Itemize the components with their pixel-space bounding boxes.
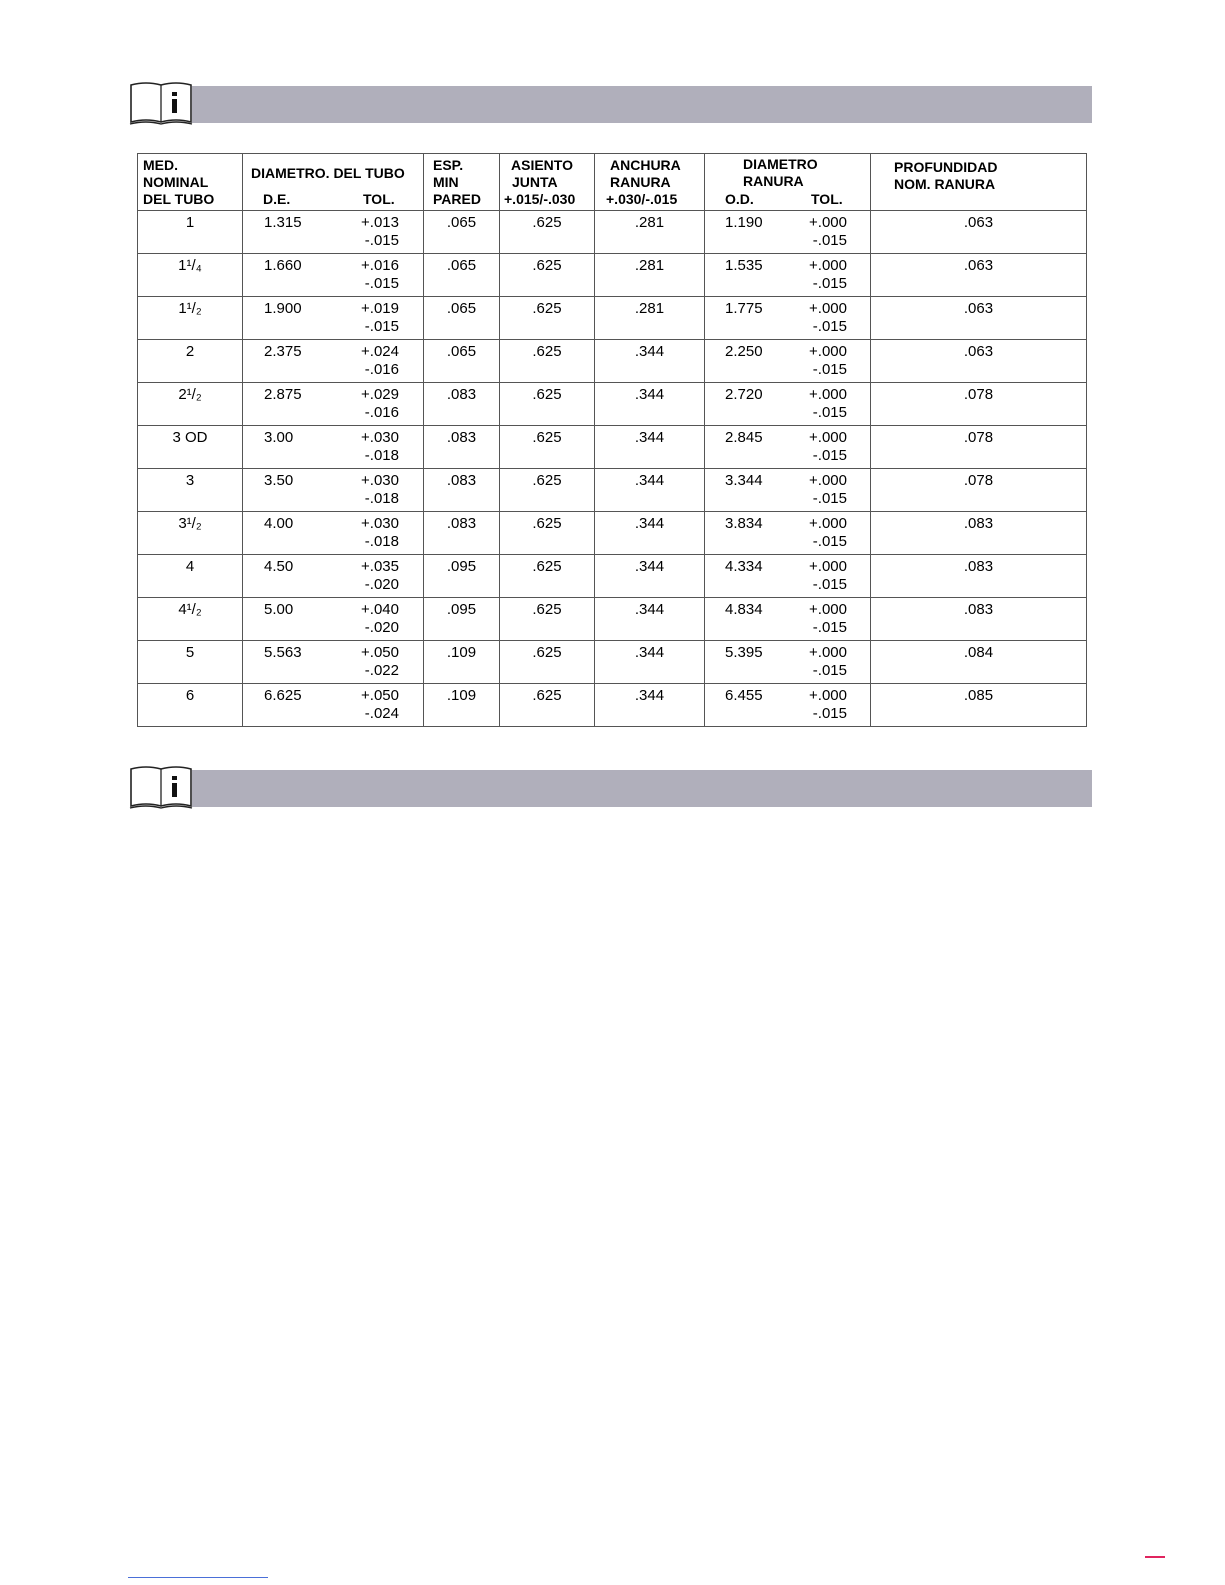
cell-asiento: .625	[500, 469, 595, 512]
cell-med: 4¹/₂	[138, 598, 243, 641]
cell-med: 1	[138, 211, 243, 254]
cell-tol2-plus: +.000	[809, 257, 847, 274]
cell-od: 1.190	[725, 214, 763, 231]
cell-med: 1¹/₂	[138, 297, 243, 340]
cell-de: 1.315	[264, 214, 302, 231]
cell-tol2-minus: -.015	[812, 404, 847, 421]
cell-med: 2	[138, 340, 243, 383]
cell-profundidad: .078	[871, 426, 1087, 469]
cell-od: 4.334	[725, 558, 763, 575]
cell-med: 2¹/₂	[138, 383, 243, 426]
header-med: MED. NOMINAL DEL TUBO	[138, 154, 243, 211]
table-row	[138, 512, 1087, 555]
info-book-icon	[128, 762, 194, 810]
cell-tol2-minus: -.015	[812, 490, 847, 507]
cell-anchura: .344	[595, 555, 705, 598]
cell-diametro-ranura	[705, 254, 871, 297]
cell-od: 1.535	[725, 257, 763, 274]
footer-link-line	[128, 1577, 268, 1578]
header-profundidad: PROFUNDIDAD NOM. RANURA	[871, 154, 1087, 211]
cell-diametro-tubo	[243, 598, 424, 641]
cell-esp: .095	[424, 555, 500, 598]
info-header-bar-2	[128, 762, 1092, 810]
cell-diametro-tubo	[243, 684, 424, 727]
cell-profundidad: .078	[871, 469, 1087, 512]
cell-diametro-ranura	[705, 555, 871, 598]
table-row	[138, 555, 1087, 598]
cell-med: 5	[138, 641, 243, 684]
info-band	[192, 770, 1092, 807]
cell-med: 3	[138, 469, 243, 512]
header-anchura: ANCHURA RANURA +.030/-.015	[595, 154, 705, 211]
cell-anchura: .344	[595, 641, 705, 684]
cell-anchura: .344	[595, 469, 705, 512]
cell-asiento: .625	[500, 426, 595, 469]
table-body	[138, 211, 1087, 727]
cell-de: 4.50	[264, 558, 294, 575]
cell-profundidad: .078	[871, 383, 1087, 426]
cell-asiento: .625	[500, 555, 595, 598]
table-row	[138, 641, 1087, 684]
cell-tol2-plus: +.000	[809, 386, 847, 403]
cell-tol-plus: +.013	[361, 214, 399, 231]
cell-tol-minus: -.015	[364, 232, 399, 249]
cell-tol2-plus: +.000	[809, 214, 847, 231]
cell-tol2-plus: +.000	[809, 601, 847, 618]
table-row	[138, 469, 1087, 512]
cell-tol2-minus: -.015	[812, 576, 847, 593]
cell-diametro-tubo	[243, 340, 424, 383]
cell-asiento: .625	[500, 254, 595, 297]
cell-tol2-plus: +.000	[809, 558, 847, 575]
cell-asiento: .625	[500, 211, 595, 254]
cell-profundidad: .085	[871, 684, 1087, 727]
table-row	[138, 598, 1087, 641]
table-row	[138, 426, 1087, 469]
cell-tol-minus: -.015	[364, 318, 399, 335]
header-diametro-ranura: DIAMETRO RANURA O.D. TOL.	[705, 154, 871, 211]
cell-de: 4.00	[264, 515, 294, 532]
cell-de: 1.900	[264, 300, 302, 317]
cell-tol-plus: +.030	[361, 515, 399, 532]
cell-profundidad: .083	[871, 555, 1087, 598]
cell-esp: .083	[424, 383, 500, 426]
cell-asiento: .625	[500, 297, 595, 340]
cell-anchura: .344	[595, 598, 705, 641]
cell-esp: .083	[424, 426, 500, 469]
cell-tol2-plus: +.000	[809, 300, 847, 317]
cell-asiento: .625	[500, 340, 595, 383]
pipe-groove-spec-table	[137, 153, 1087, 727]
header-esp: ESP. MIN PARED	[424, 154, 500, 211]
cell-diametro-ranura	[705, 297, 871, 340]
cell-diametro-tubo	[243, 469, 424, 512]
cell-tol-minus: -.016	[364, 404, 399, 421]
cell-esp: .065	[424, 340, 500, 383]
cell-diametro-ranura	[705, 684, 871, 727]
header-asiento: ASIENTO JUNTA +.015/-.030	[500, 154, 595, 211]
cell-anchura: .344	[595, 383, 705, 426]
cell-asiento: .625	[500, 512, 595, 555]
cell-de: 1.660	[264, 257, 302, 274]
info-header-bar-1	[128, 78, 1092, 126]
cell-od: 5.395	[725, 644, 763, 661]
cell-esp: .065	[424, 254, 500, 297]
cell-asiento: .625	[500, 641, 595, 684]
cell-diametro-ranura	[705, 211, 871, 254]
cell-tol-minus: -.018	[364, 490, 399, 507]
cell-od: 2.250	[725, 343, 763, 360]
cell-tol-plus: +.030	[361, 429, 399, 446]
cell-tol2-minus: -.015	[812, 533, 847, 550]
cell-diametro-ranura	[705, 426, 871, 469]
cell-tol-plus: +.030	[361, 472, 399, 489]
table-row	[138, 383, 1087, 426]
cell-tol2-plus: +.000	[809, 343, 847, 360]
cell-esp: .065	[424, 297, 500, 340]
cell-esp: .095	[424, 598, 500, 641]
cell-tol-minus: -.018	[364, 533, 399, 550]
cell-diametro-ranura	[705, 383, 871, 426]
table-row	[138, 254, 1087, 297]
cell-tol2-plus: +.000	[809, 515, 847, 532]
cell-profundidad: .063	[871, 211, 1087, 254]
header-diametro-tubo: DIAMETRO. DEL TUBO D.E. TOL.	[243, 154, 424, 211]
cell-anchura: .344	[595, 340, 705, 383]
cell-tol-minus: -.020	[364, 619, 399, 636]
cell-profundidad: .063	[871, 340, 1087, 383]
cell-diametro-ranura	[705, 641, 871, 684]
cell-med: 4	[138, 555, 243, 598]
cell-tol-plus: +.019	[361, 300, 399, 317]
cell-diametro-tubo	[243, 555, 424, 598]
cell-esp: .109	[424, 641, 500, 684]
cell-anchura: .281	[595, 254, 705, 297]
cell-diametro-tubo	[243, 383, 424, 426]
info-band	[192, 86, 1092, 123]
cell-diametro-ranura	[705, 512, 871, 555]
cell-tol2-minus: -.015	[812, 619, 847, 636]
cell-tol-plus: +.024	[361, 343, 399, 360]
cell-tol-plus: +.050	[361, 644, 399, 661]
cell-tol-plus: +.016	[361, 257, 399, 274]
cell-tol-minus: -.018	[364, 447, 399, 464]
cell-tol2-minus: -.015	[812, 447, 847, 464]
cell-diametro-tubo	[243, 426, 424, 469]
cell-tol2-minus: -.015	[812, 705, 847, 722]
footer-page-mark	[1145, 1556, 1165, 1558]
cell-tol2-minus: -.015	[812, 662, 847, 679]
cell-de: 5.00	[264, 601, 294, 618]
cell-tol-plus: +.035	[361, 558, 399, 575]
cell-anchura: .281	[595, 297, 705, 340]
cell-esp: .083	[424, 512, 500, 555]
cell-diametro-tubo	[243, 254, 424, 297]
table-row	[138, 297, 1087, 340]
table-row	[138, 211, 1087, 254]
cell-tol-minus: -.015	[364, 275, 399, 292]
cell-anchura: .344	[595, 684, 705, 727]
cell-med: 6	[138, 684, 243, 727]
cell-asiento: .625	[500, 598, 595, 641]
cell-tol-minus: -.024	[364, 705, 399, 722]
cell-profundidad: .063	[871, 254, 1087, 297]
cell-diametro-ranura	[705, 340, 871, 383]
cell-tol-plus: +.050	[361, 687, 399, 704]
cell-profundidad: .084	[871, 641, 1087, 684]
cell-tol2-plus: +.000	[809, 644, 847, 661]
cell-de: 6.625	[264, 687, 302, 704]
cell-anchura: .344	[595, 512, 705, 555]
cell-diametro-tubo	[243, 641, 424, 684]
cell-diametro-tubo	[243, 297, 424, 340]
cell-de: 2.875	[264, 386, 302, 403]
cell-anchura: .281	[595, 211, 705, 254]
cell-tol2-minus: -.015	[812, 275, 847, 292]
cell-tol-minus: -.020	[364, 576, 399, 593]
cell-med: 3¹/₂	[138, 512, 243, 555]
table-row	[138, 340, 1087, 383]
cell-esp: .083	[424, 469, 500, 512]
cell-de: 3.00	[264, 429, 294, 446]
cell-tol2-minus: -.015	[812, 318, 847, 335]
info-book-icon	[128, 78, 194, 126]
cell-tol2-plus: +.000	[809, 687, 847, 704]
table-header-row	[138, 154, 1087, 211]
cell-tol2-minus: -.015	[812, 232, 847, 249]
cell-profundidad: .083	[871, 598, 1087, 641]
cell-tol-plus: +.040	[361, 601, 399, 618]
cell-med: 3 OD	[138, 426, 243, 469]
cell-od: 3.834	[725, 515, 763, 532]
cell-de: 2.375	[264, 343, 302, 360]
cell-diametro-ranura	[705, 469, 871, 512]
cell-diametro-ranura	[705, 598, 871, 641]
cell-od: 6.455	[725, 687, 763, 704]
cell-esp: .109	[424, 684, 500, 727]
cell-de: 5.563	[264, 644, 302, 661]
cell-asiento: .625	[500, 383, 595, 426]
cell-anchura: .344	[595, 426, 705, 469]
cell-profundidad: .063	[871, 297, 1087, 340]
cell-diametro-tubo	[243, 512, 424, 555]
cell-od: 4.834	[725, 601, 763, 618]
cell-od: 2.845	[725, 429, 763, 446]
cell-tol2-minus: -.015	[812, 361, 847, 378]
cell-tol-plus: +.029	[361, 386, 399, 403]
cell-esp: .065	[424, 211, 500, 254]
cell-od: 2.720	[725, 386, 763, 403]
cell-med: 1¹/₄	[138, 254, 243, 297]
cell-tol-minus: -.016	[364, 361, 399, 378]
cell-diametro-tubo	[243, 211, 424, 254]
cell-profundidad: .083	[871, 512, 1087, 555]
cell-de: 3.50	[264, 472, 294, 489]
cell-od: 3.344	[725, 472, 763, 489]
table-row	[138, 684, 1087, 727]
cell-od: 1.775	[725, 300, 763, 317]
cell-tol-minus: -.022	[364, 662, 399, 679]
cell-tol2-plus: +.000	[809, 472, 847, 489]
cell-asiento: .625	[500, 684, 595, 727]
cell-tol2-plus: +.000	[809, 429, 847, 446]
